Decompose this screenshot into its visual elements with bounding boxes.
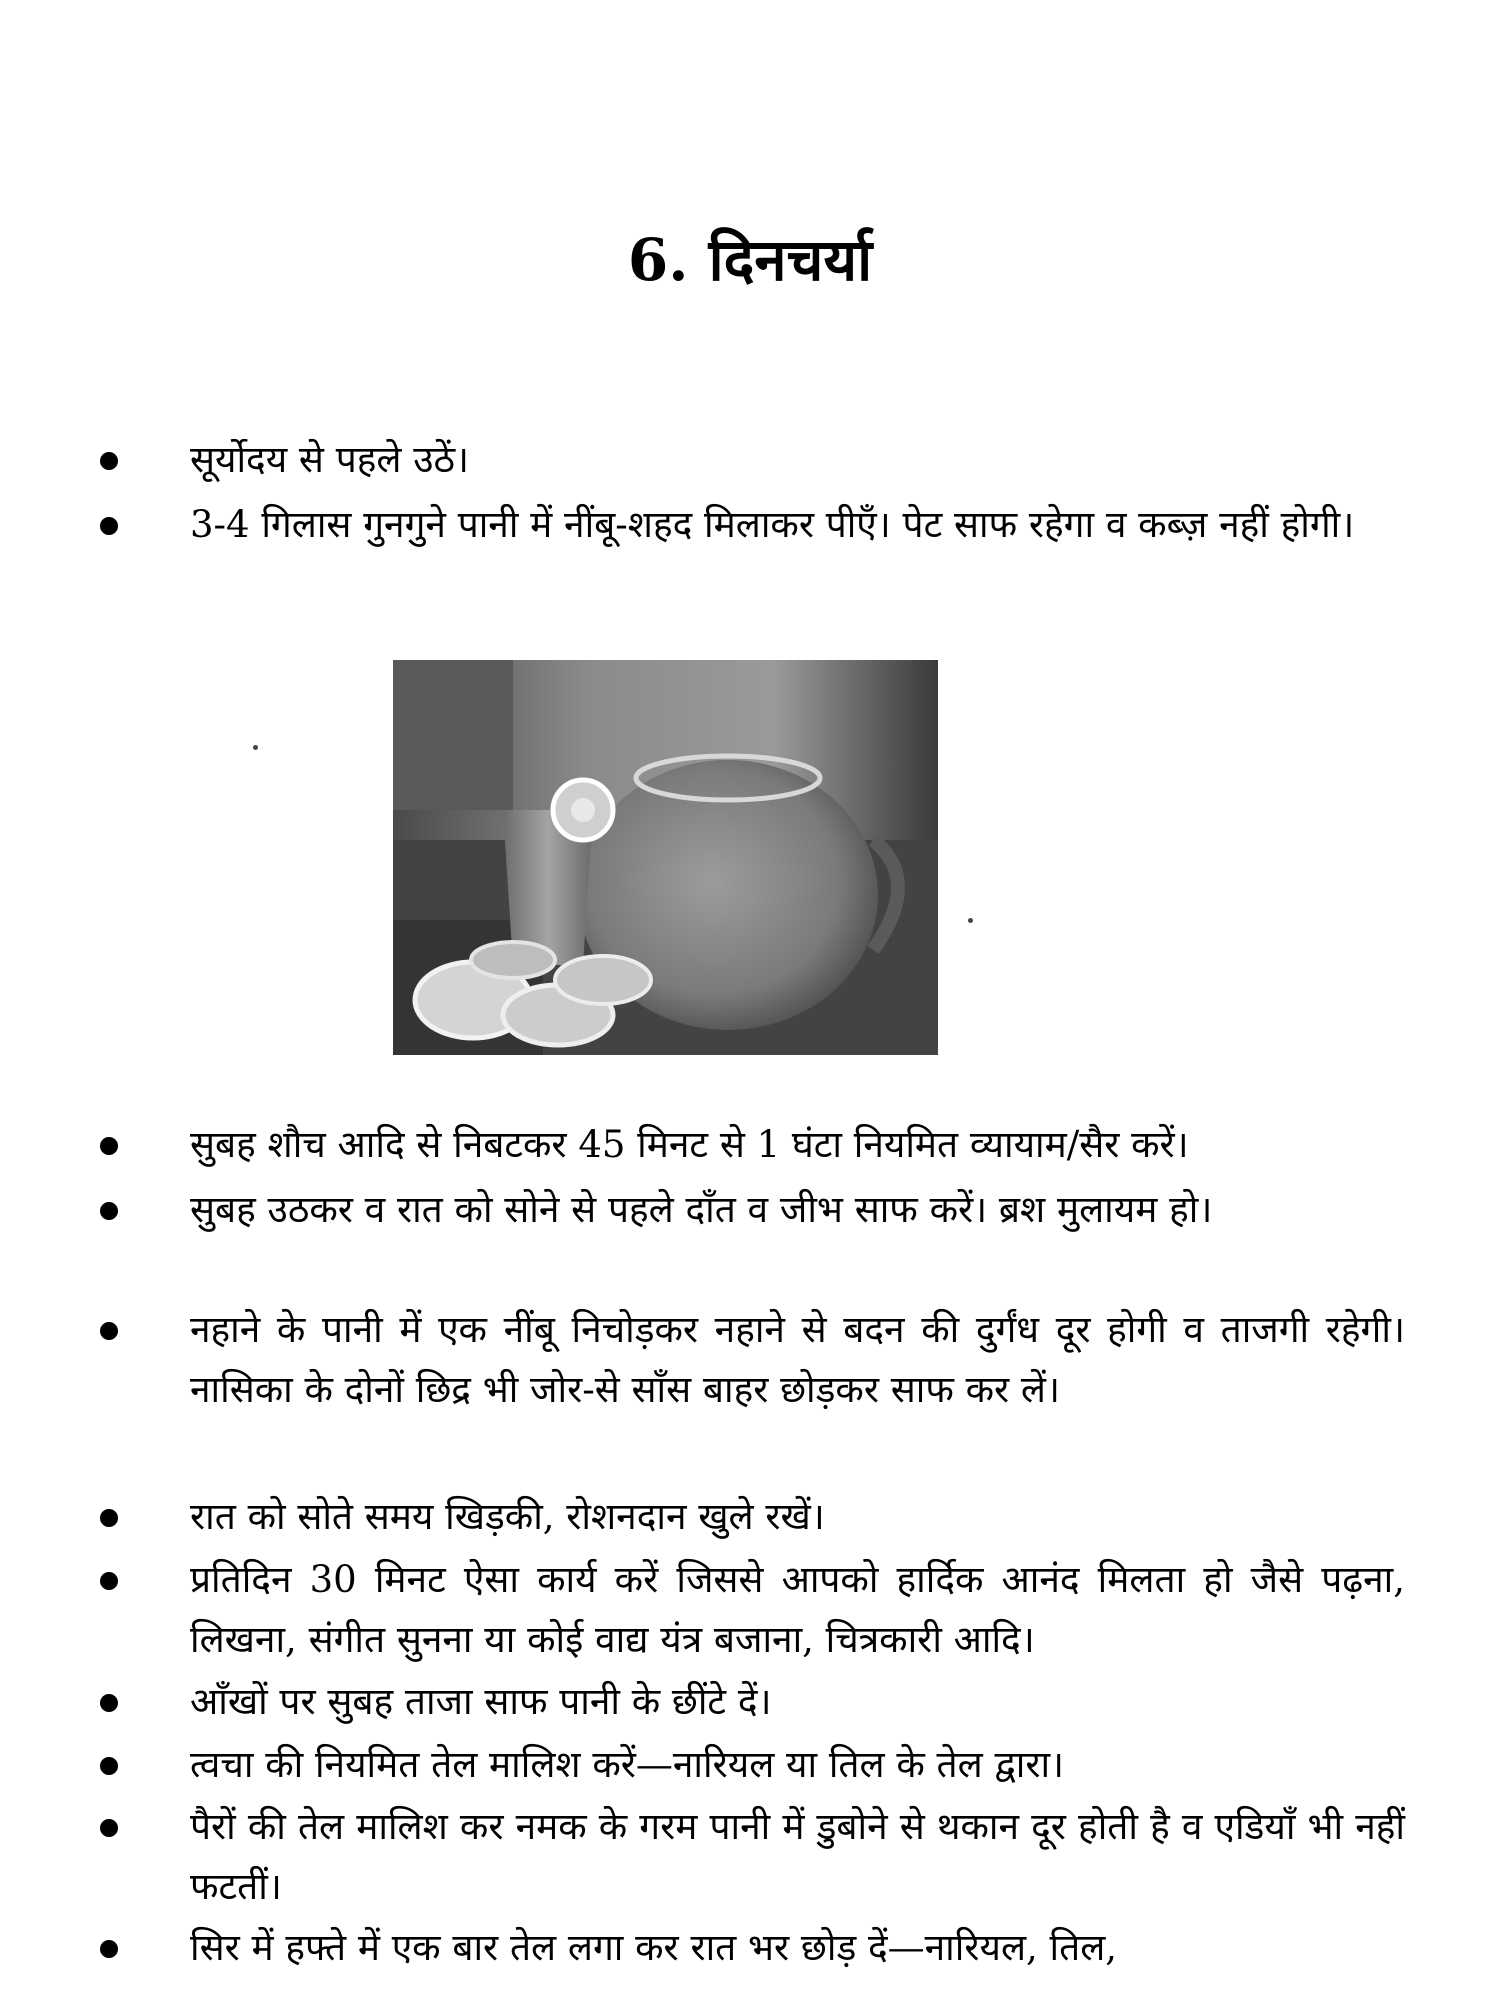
list-item (190, 1918, 1405, 1978)
list-item (190, 1115, 1405, 1175)
list-item-text: सुबह उठकर व रात को सोने से पहले दाँत व जीभ साफ करें। ब्रश मुलायम हो। (190, 1188, 1213, 1231)
bullet-icon (100, 1322, 118, 1340)
bullet-icon (100, 1819, 118, 1837)
bullet-icon (100, 1757, 118, 1775)
scan-speck (253, 745, 258, 750)
list-item (190, 1735, 1405, 1795)
bullet-icon (100, 1694, 118, 1712)
list-item (190, 1300, 1405, 1420)
list-item-text: सूर्योदय से पहले उठें। (190, 438, 470, 481)
list-item-text: सिर में हफ्ते में एक बार तेल लगा कर रात भर छोड़ दें—नारियल, तिल, (190, 1926, 1118, 1969)
bullet-icon (100, 1509, 118, 1527)
bullet-icon (100, 1940, 118, 1958)
lemon-water-photo (393, 660, 938, 1055)
list-item (190, 1487, 1405, 1547)
list-item-text: सुबह शौच आदि से निबटकर 45 मिनट से 1 घंटा नियमित व्यायाम/सैर करें। (190, 1123, 1189, 1166)
list-item (190, 1180, 1405, 1240)
list-item-text: नहाने के पानी में एक नींबू निचोड़कर नहाने से बदन की दुर्गंध दूर होगी व ताजगी रहेगी। नासिका के दोनों छिद्र भी जोर-से साँस बाहर छोड़कर साफ कर लें। (190, 1308, 1405, 1411)
list-item (190, 1797, 1405, 1917)
bullet-icon (100, 1572, 118, 1590)
scan-speck (968, 918, 973, 923)
list-item-text: आँखों पर सुबह ताजा साफ पानी के छींटे दें। (190, 1680, 772, 1723)
list-item (190, 495, 1405, 555)
list-item-text: त्वचा की नियमित तेल मालिश करें—नारियल या तिल के तेल द्वारा। (190, 1743, 1065, 1786)
bullet-icon (100, 517, 118, 535)
bullet-icon (100, 1137, 118, 1155)
list-item (190, 1550, 1405, 1670)
list-item-text: पैरों की तेल मालिश कर नमक के गरम पानी में डुबोने से थकान दूर होती है व एडियाँ भी नहीं फटतीं। (190, 1805, 1405, 1908)
bullet-icon (100, 1202, 118, 1220)
list-item-text: 3-4 गिलास गुनगुने पानी में नींबू-शहद मिलाकर पीएँ। पेट साफ रहेगा व कब्ज़ नहीं होगी। (190, 503, 1355, 546)
list-item (190, 430, 1405, 490)
list-item-text: प्रतिदिन 30 मिनट ऐसा कार्य करें जिससे आपको हार्दिक आनंद मिलता हो जैसे पढ़ना, लिखना, संगीत सुनना या कोई वाद्य यंत्र बजाना, चित्रकारी आदि। (190, 1558, 1405, 1661)
page-title: 6. दिनचर्या (627, 226, 873, 294)
bullet-icon (100, 452, 118, 470)
list-item (190, 1672, 1405, 1732)
list-item-text: रात को सोते समय खिड़की, रोशनदान खुले रखें। (190, 1495, 825, 1538)
